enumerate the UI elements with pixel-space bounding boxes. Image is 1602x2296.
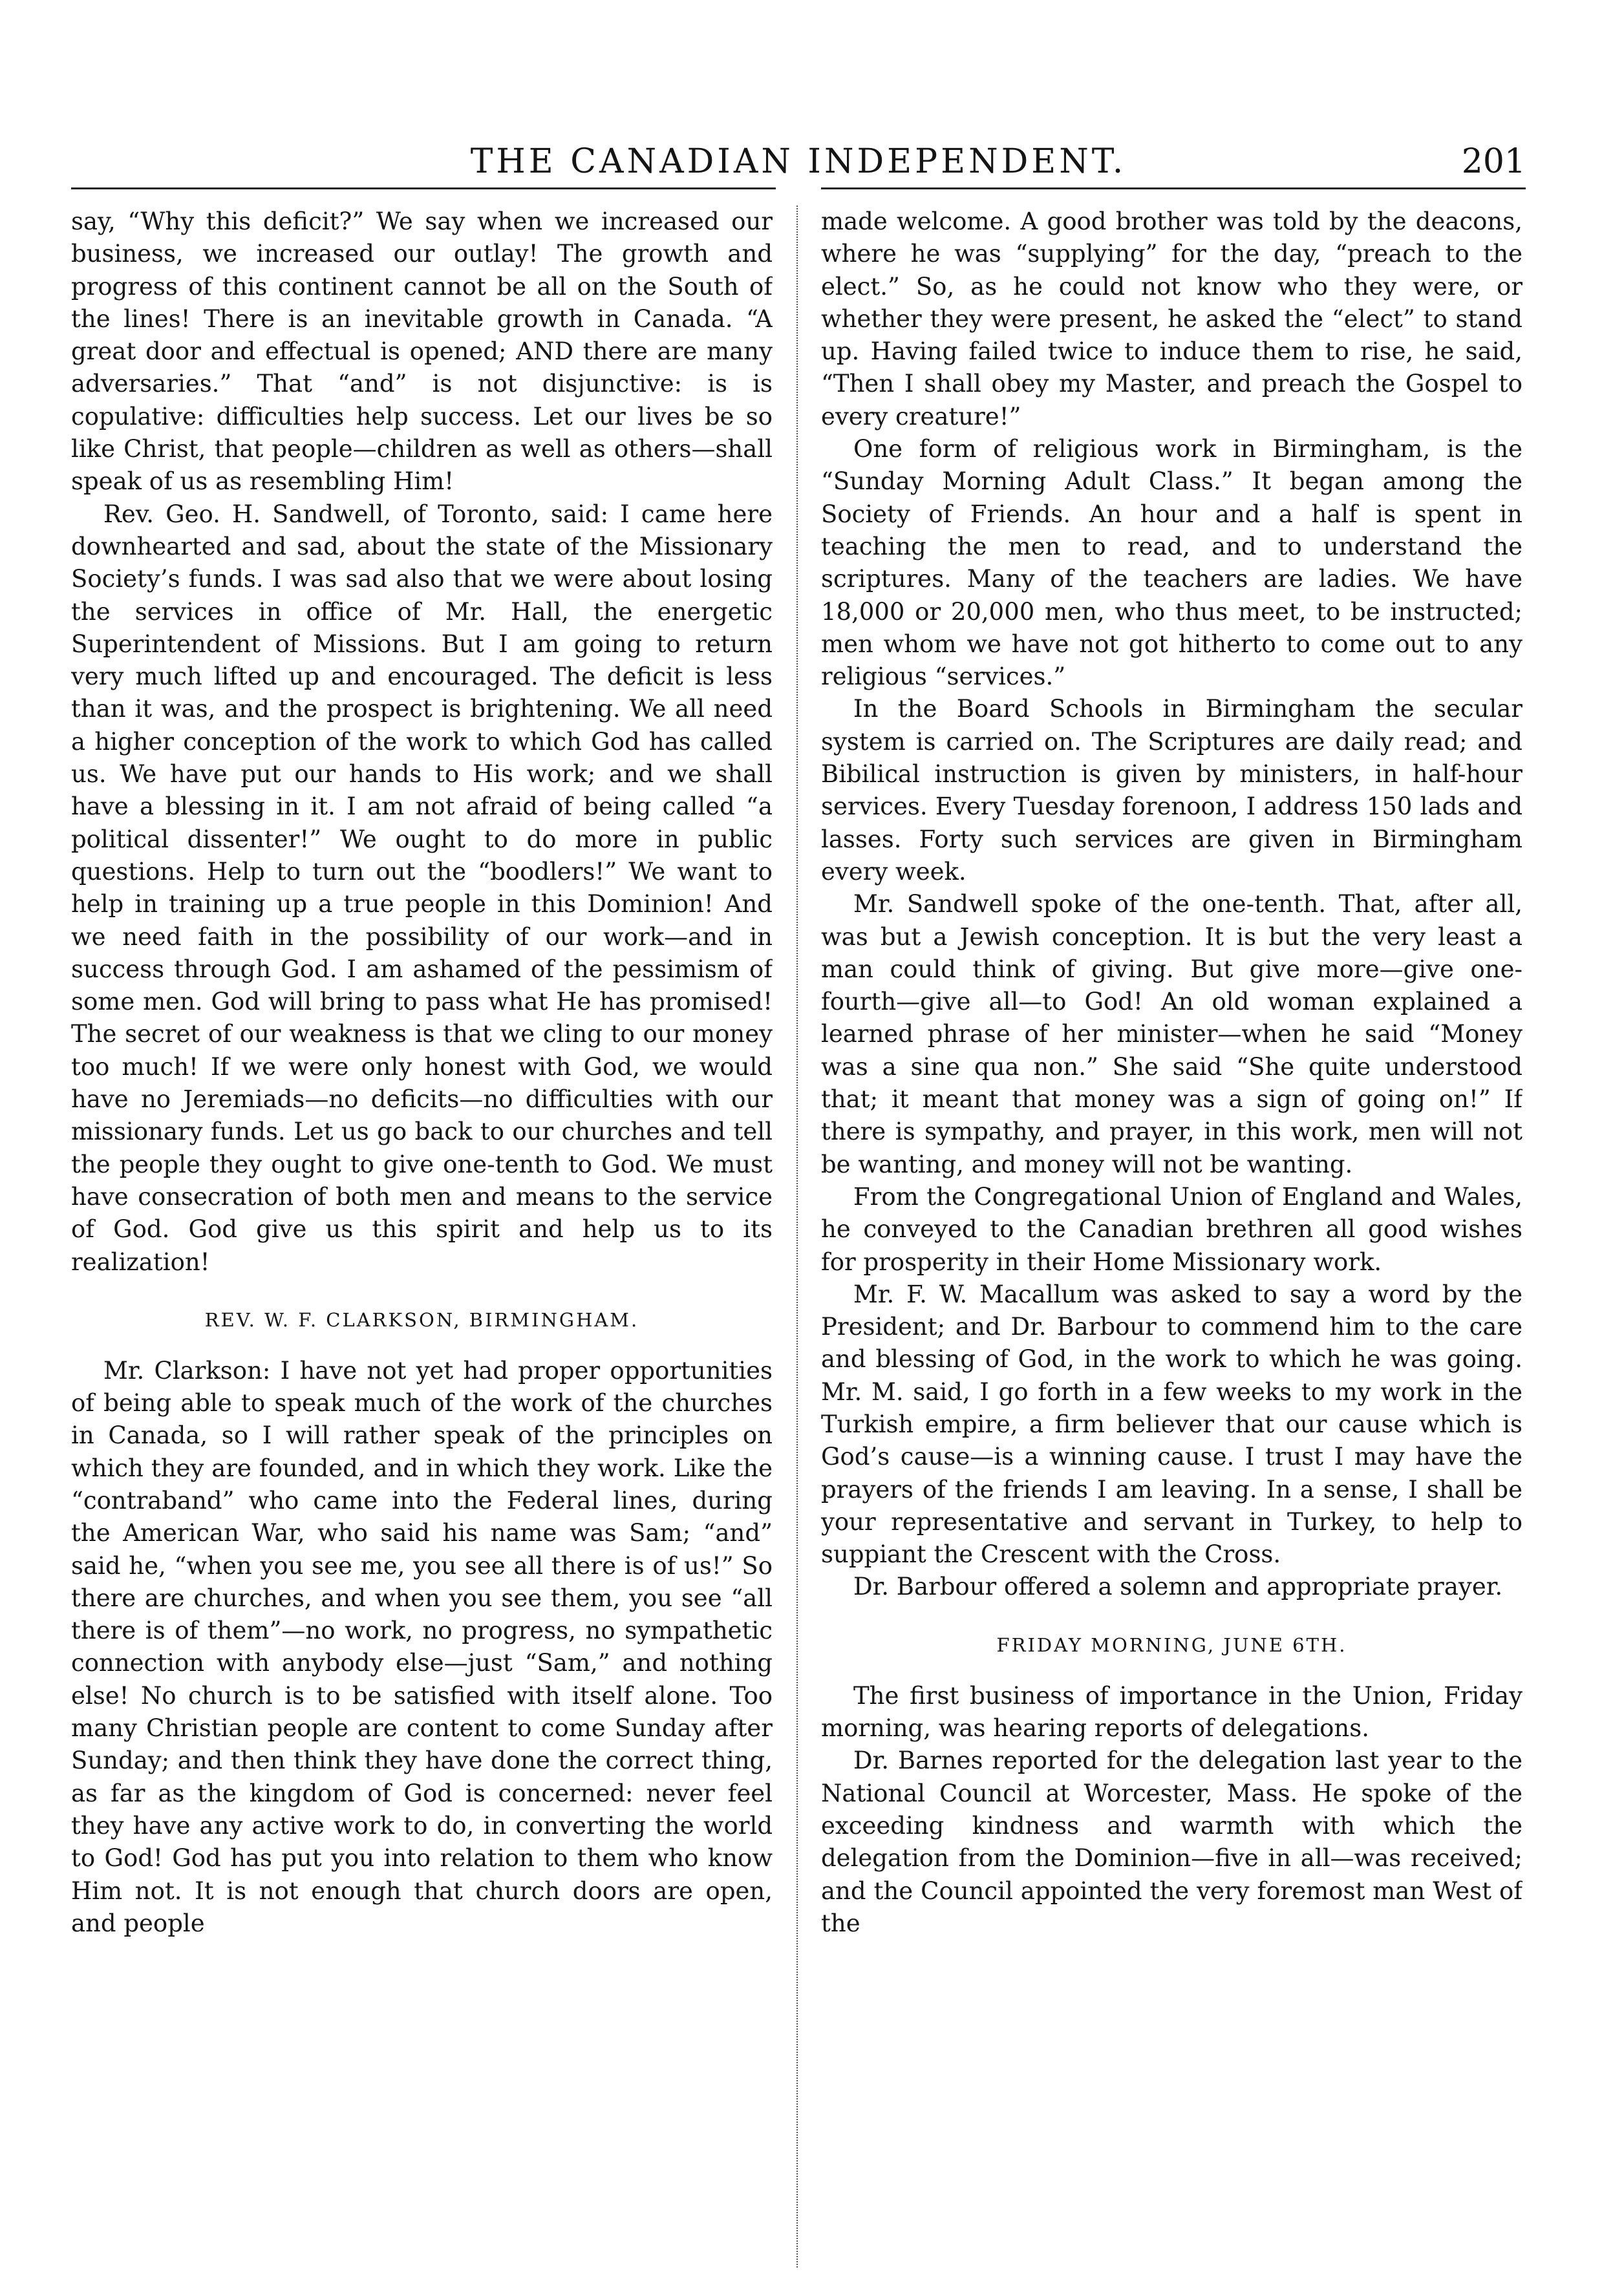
paragraph: Dr. Barbour offered a solemn and appropriate prayer.: [853, 1573, 1503, 1601]
paragraph: In the Board Schools in Birmingham the secular system is carried on. The Scriptures are daily read; and Bibilical instruction is given by ministers, in half-hour services. Every Tuesday forenoon, I address 150 lads and lasses. Forty such services are given in Birmingham every week.: [821, 695, 1522, 886]
left-column: [71, 206, 773, 2268]
section-heading: FRIDAY MORNING, JUNE 6TH.: [996, 1633, 1347, 1656]
paragraph: say, “Why this deficit?” We say when we increased our business, we increased our outlay! The growth and progress of this continent cannot be all on the South of the lines! There is an inevitable growth in Canada. “A great door and effectual is opened; AND there are many adversaries.” That “and” is not disjunctive: is is copulative: difficulties help success. Let our lives be so like Christ, that people—children as well as others—shall speak of us as resembling Him!: [71, 207, 773, 496]
paragraph: From the Congregational Union of England and Wales, he conveyed to the Canadian brethren all good wishes for prosperity in their Home Missionary work.: [821, 1182, 1522, 1276]
paragraph: Mr. Sandwell spoke of the one-tenth. That, after all, was but a Jewish conception. It is but the very least a man could think of giving. But give more—give one-fourth—give all—to God! An old woman explained a learned phrase of her minister—when he said “Money was a sine qua non.” She said “She quite understood that; it meant that money was a sign of going on!” If there is sympathy, and prayer, in this work, men will not be wanting, and money will not be wanting.: [821, 890, 1522, 1178]
paragraph: made welcome. A good brother was told by the deacons, where he was “supplying” for the day, “preach to the elect.” So, as he could not know who they were, or whether they were present, he asked the “elect” to stand up. Having failed twice to induce them to rise, he said, “Then I shall obey my Master, and preach the Gospel to every creature!”: [821, 207, 1522, 430]
page-number: 201: [1461, 142, 1526, 181]
paragraph: Mr. Clarkson: I have not yet had proper opportunities of being able to speak much of the work of the churches in Canada, so I will rather speak of the principles on which they are founded, and in which they work. Like the “contraband” who came into the Federal lines, during the American War, who said his name was Sam; “and” said he, “when you see me, you see all there is of us!” So there are churches, and when you see them, you see “all there is of them”—no work, no progress, no sympathetic connection with anybody else—just “Sam,” and nothing else! No church is to be satisfied with itself alone. Too many Christian people are content to come Sunday after Sunday; and then think they have done the correct thing, as far as the kingdom of God is concerned: never feel they have any active work to do, in converting the world to God! God has put you into relation to them who know Him not. It is not enough that church doors are open, and people: [71, 1356, 773, 1937]
paragraph: Mr. F. W. Macallum was asked to say a word by the President; and Dr. Barbour to commend him to the care and blessing of God, in the work to which he was going. Mr. M. said, I go forth in a few weeks to my work in the Turkish empire, a firm believer that our cause which is God’s cause—is a winning cause. I trust I may have the prayers of the friends I am leaving. In a sense, I shall be your representative and servant in Turkey, to help to suppiant the Crescent with the Cross.: [821, 1280, 1522, 1569]
paragraph: One form of religious work in Birmingham, is the “Sunday Morning Adult Class.” It began among the Society of Friends. An hour and a half is spent in teaching the men to read, and to understand the scriptures. Many of the teachers are ladies. We have 18,000 or 20,000 men, who thus meet, to be instructed; men whom we have not got hitherto to come out to any religious “services.”: [821, 435, 1522, 691]
paragraph: Dr. Barnes reported for the delegation last year to the National Council at Worcester, Mass. He spoke of the exceeding kindness and warmth with which the delegation from the Dominion—five in all—was received; and the Council appointed the very foremost man West of the: [821, 1747, 1522, 1937]
page-header: [71, 139, 1526, 191]
section-heading: REV. W. F. CLARKSON, BIRMINGHAM.: [204, 1308, 639, 1331]
running-title: THE CANADIAN INDEPENDENT.: [470, 142, 1127, 181]
header-rule-right: [821, 187, 1526, 189]
paragraph: Rev. Geo. H. Sandwell, of Toronto, said: I came here downhearted and sad, about the state of the Missionary Society’s funds. I was sad also that we were about losing the services in office of Mr. Hall, the energetic Superintendent of Missions. But I am going to return very much lifted up and encouraged. The deficit is less than it was, and the prospect is brightening. We all need a higher conception of the work to which God has called us. We have put our hands to His work; and we shall have a blessing in it. I am not afraid of being called “a political dissenter!” We ought to do more in public questions. Help to turn out the “boodlers!” We want to help in training up a true people in this Dominion! And we need faith in the possibility of our work—and in success through God. I am ashamed of the pessimism of some men. God will bring to pass what He has promised! The secret of our weakness is that we cling to our money too much! If we were only honest with God, we would have no Jeremiads—no deficits—no difficulties with our missionary funds. Let us go back to our churches and tell the people they ought to give one-tenth to God. We must have consecration of both men and means to the service of God. God give us this spirit and help us to its realization!: [71, 500, 773, 1276]
right-column: [821, 206, 1522, 2268]
paragraph: The first business of importance in the Union, Friday morning, was hearing reports of delegations.: [821, 1681, 1522, 1743]
column-divider: [796, 206, 798, 2268]
header-rule-left: [71, 187, 776, 189]
